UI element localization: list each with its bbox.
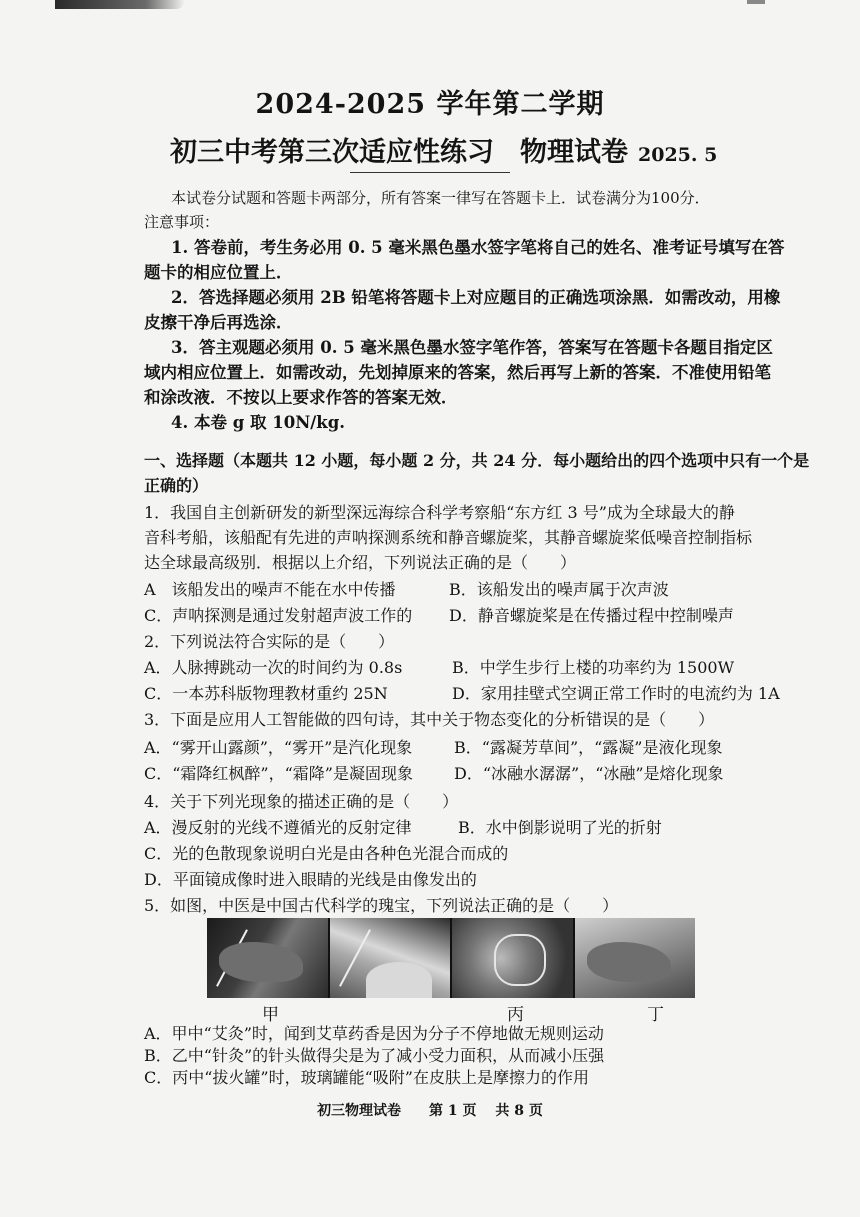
title-underline xyxy=(350,172,510,173)
caption-jia: 甲 xyxy=(262,1005,279,1025)
q3-option-a: A．“雾开山露颜”，“雾开”是汽化现象 xyxy=(144,738,413,757)
scan-mark xyxy=(747,0,765,4)
q5-option-b: B．乙中“针灸”的针头做得尖是为了减小受力面积，从而减小压强 xyxy=(144,1046,605,1065)
term-title: 2024-2025 学年第二学期 xyxy=(255,89,605,120)
notice-4: 4. 本卷 g 取 10N/kg. xyxy=(171,413,346,432)
photo-moxibustion xyxy=(207,918,328,998)
q5-option-c: C．丙中“拔火罐”时，玻璃罐能“吸附”在皮肤上是摩擦力的作用 xyxy=(144,1068,589,1087)
q1-option-d: D．静音螺旋桨是在传播过程中控制噪声 xyxy=(449,606,734,625)
q2-stem: 2．下列说法符合实际的是（ ） xyxy=(144,632,395,651)
q4-option-c: C．光的色散现象说明白光是由各种色光混合而成的 xyxy=(144,844,509,863)
q4-option-a: A．漫反射的光线不遵循光的反射定律 xyxy=(144,818,412,837)
photo-acupuncture xyxy=(330,918,451,998)
notice-3-line-a: 3．答主观题必须用 0. 5 毫米黑色墨水签字笔作答，答案写在答题卡各题目指定区 xyxy=(171,338,773,357)
q1-option-a: A 该船发出的噪声不能在水中传播 xyxy=(144,580,396,599)
notice-2-line-b: 皮擦干净后再选涂． xyxy=(144,313,293,332)
page-footer: 初三物理试卷 第 1 页 共 8 页 xyxy=(317,1103,543,1119)
tcm-photo-strip xyxy=(207,918,695,998)
photo-scraping xyxy=(575,918,696,998)
photo-cupping xyxy=(452,918,573,998)
notice-1-line-b: 题卡的相应位置上． xyxy=(144,263,293,282)
notice-1-line-a: 1. 答卷前，考生务必用 0. 5 毫米黑色墨水签字笔将自己的姓名、准考证号填写在答 xyxy=(171,238,785,257)
notice-3-line-b: 域内相应位置上．如需改动，先划掉原来的答案，然后再写上新的答案．不准使用铅笔 xyxy=(144,363,771,382)
scan-edge-shadow xyxy=(55,0,185,9)
q3-option-b: B．“露凝芳草间”，“露凝”是液化现象 xyxy=(454,738,723,757)
q5-stem: 5．如图，中医是中国古代科学的瑰宝，下列说法正确的是（ ） xyxy=(144,896,619,915)
q4-option-b: B．水中倒影说明了光的折射 xyxy=(458,818,662,837)
q1-stem-a: 1．我国自主创新研发的新型深远海综合科学考察船“东方红 3 号”成为全球最大的静 xyxy=(144,503,735,522)
section-heading-a: 一、选择题（本题共 12 小题，每小题 2 分，共 24 分．每小题给出的四个选项中只有一个是 xyxy=(144,451,810,470)
section-heading-b: 正确的） xyxy=(144,476,209,495)
q3-stem: 3．下面是应用人工智能做的四句诗，其中关于物态变化的分析错误的是（ ） xyxy=(144,710,715,729)
exam-date: 2025. 5 xyxy=(638,144,718,166)
q1-stem-b: 音科考船，该船配有先进的声呐探测系统和静音螺旋桨，其静音螺旋桨低噪音控制指标 xyxy=(144,528,753,547)
q1-option-c: C．声呐探测是通过发射超声波工作的 xyxy=(144,606,413,625)
q3-option-d: D．“冰融水潺潺”，“冰融”是熔化现象 xyxy=(454,764,724,783)
notice-3-line-c: 和涂改液．不按以上要求作答的答案无效． xyxy=(144,388,458,407)
notice-2-line-a: 2．答选择题必须用 2B 铅笔将答题卡上对应题目的正确选项涂黑．如需改动，用橡 xyxy=(171,288,781,307)
notice-heading: 注意事项： xyxy=(144,213,220,231)
q3-option-c: C．“霜降红枫醉”，“霜降”是凝固现象 xyxy=(144,764,413,783)
q2-option-a: A．人脉搏跳动一次的时间约为 0.8s xyxy=(144,658,403,677)
caption-bing: 丙 xyxy=(507,1005,524,1025)
exam-title-line xyxy=(170,130,717,169)
q2-option-b: B．中学生步行上楼的功率约为 1500W xyxy=(452,658,735,677)
q4-option-d: D．平面镜成像时进入眼睛的光线是由像发出的 xyxy=(144,870,477,889)
q5-option-a: A．甲中“艾灸”时，闻到艾草药香是因为分子不停地做无规则运动 xyxy=(144,1024,604,1043)
q1-option-b: B．该船发出的噪声属于次声波 xyxy=(449,580,669,599)
q2-option-c: C．一本苏科版物理教材重约 25N xyxy=(144,684,388,703)
exam-title: 初三中考第三次适应性练习 xyxy=(170,137,494,168)
caption-ding: 丁 xyxy=(647,1005,664,1025)
intro-line: 本试卷分试题和答题卡两部分，所有答案一律写在答题卡上．试卷满分为100分． xyxy=(171,189,710,207)
q1-stem-c: 达全球最高级别．根据以上介绍，下列说法正确的是（ ） xyxy=(144,553,577,572)
q2-option-d: D．家用挂壁式空调正常工作时的电流约为 1A xyxy=(452,684,780,703)
subject-title: 物理试卷 xyxy=(520,137,628,168)
q4-stem: 4．关于下列光现象的描述正确的是（ ） xyxy=(144,792,459,811)
